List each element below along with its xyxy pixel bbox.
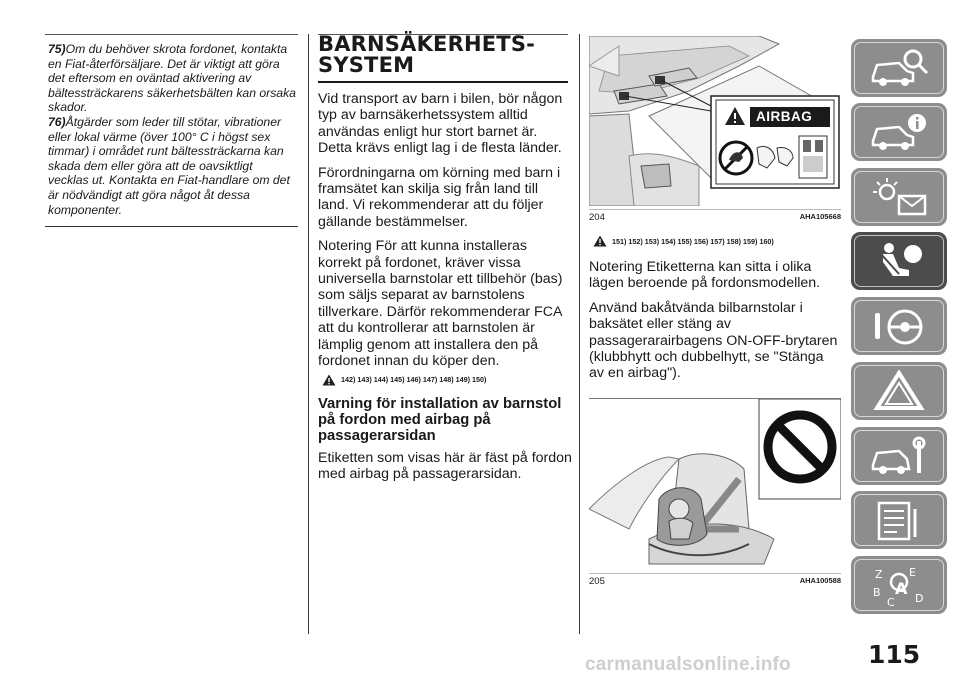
steering-wheel-icon — [869, 305, 929, 347]
figure-column — [589, 36, 841, 390]
paragraph: Notering Etiketterna kan sitta i olika lägen beroende på fordonsmodellen. — [589, 259, 821, 292]
note-number: 76) — [48, 114, 66, 129]
main-text-column — [318, 34, 572, 490]
warning-triangle-icon — [593, 235, 607, 247]
paragraph: Använd bakåtvända bilbarnstolar i baksätet eller stäng av passagerarairbagens ON-OFF-brytaren (klubbhytt och dubbelhytt, se "Stänga av en airbag"). — [589, 299, 838, 382]
tab-index[interactable] — [851, 556, 947, 614]
airbag-seat-icon — [869, 240, 929, 282]
warning-triangle-icon — [869, 370, 929, 412]
spec-sheet-icon — [869, 499, 929, 541]
tab-car-info[interactable] — [851, 103, 947, 161]
svg-text:B: B — [873, 586, 881, 599]
notes-column — [48, 42, 296, 217]
note-75 — [48, 42, 296, 115]
heading-underline — [318, 81, 568, 83]
section-heading — [318, 34, 572, 76]
figure-ref: AHA100588 — [799, 576, 841, 585]
svg-text:E: E — [909, 566, 916, 579]
warning-references — [322, 374, 572, 386]
car-info-icon — [869, 111, 929, 153]
figure-airbag-label — [589, 36, 841, 206]
warning-refs-text: 151) 152) 153) 154) 155) 156) 157) 158) 159) 160) — [612, 236, 774, 246]
svg-text:Z: Z — [875, 568, 883, 581]
figure-caption — [589, 209, 841, 223]
car-wrench-icon — [869, 435, 929, 477]
figure-rear-facing-seat — [589, 398, 841, 569]
tab-car-search[interactable] — [851, 39, 947, 97]
svg-text:C: C — [887, 596, 895, 608]
column-rule-left — [308, 34, 309, 634]
tab-safety[interactable] — [851, 232, 947, 290]
warning-references — [593, 235, 841, 247]
tab-emergency[interactable] — [851, 362, 947, 420]
paragraph: Vid transport av barn i bilen, bör någon typ av barnsäkerhetssystem alltid användas enligt hur stort barnet är. Detta krävs enligt lag i de flesta länder. — [318, 91, 563, 157]
paragraph: Notering För att kunna installeras korrekt på fordonet, kräver vissa universella barnstolar ett tillbehör (bas) som säljs separat av barnstolens tillverkare. Därför rekommenderar FCA att du kontrollerar att barnstolen är lämplig genom att installera den på fordonet innan du köper den. — [318, 238, 563, 370]
note-76 — [48, 115, 296, 217]
heading-line-1: BARNSÄKERHETS- — [318, 32, 536, 56]
airbag-label-text: AIRBAG — [756, 109, 813, 124]
heading-line-2: SYSTEM — [318, 53, 415, 77]
tab-technical-data[interactable] — [851, 491, 947, 549]
figure-number: 205 — [589, 576, 605, 587]
svg-text:D: D — [915, 592, 924, 605]
paragraph: Etiketten som visas här är fäst på fordon med airbag på passagerarsidan. — [318, 449, 572, 482]
tab-maintenance[interactable] — [851, 427, 947, 485]
tab-warning-lights[interactable] — [851, 168, 947, 226]
figure-ref: AHA105668 — [799, 212, 841, 221]
car-magnifier-icon — [869, 47, 929, 89]
column-rule-right — [579, 34, 580, 634]
alphabet-index-icon — [869, 562, 929, 608]
figure-number: 204 — [589, 212, 605, 223]
warning-lights-icon — [869, 176, 929, 218]
figure-caption — [589, 573, 841, 587]
note-text: Åtgärder som leder till stötar, vibrationer eller lokal värme (över 100° C i högst sex timmar) i området runt bältessträckarna kan skada dem eller göra att de oavsiktligt vecklas ut. Kontakta en Fiat-handlare om det är nödvändigt att göra något åt dessa komponenter. — [48, 114, 290, 217]
tab-starting-driving[interactable] — [851, 297, 947, 355]
warning-triangle-icon — [322, 374, 336, 386]
svg-text:A: A — [895, 579, 908, 598]
watermark: carmanualsonline.info — [585, 654, 791, 675]
page-number: 115 — [868, 640, 921, 669]
paragraph: Förordningarna om körning med barn i framsätet kan skilja sig från land till land. Vi rekommenderar att du följer gällande bestämmelser. — [318, 164, 561, 230]
subheading: Varning för installation av barnstol på fordon med airbag på passagerarsidan — [318, 395, 562, 444]
warning-refs-text: 142) 143) 144) 145) 146) 147) 148) 149) 150) — [341, 375, 487, 384]
notes-divider — [45, 226, 298, 227]
note-number: 75) — [48, 42, 66, 56]
child-seat-illustration — [589, 399, 841, 569]
note-text: Om du behöver skrota fordonet, kontakta en Fiat-återförsäljare. Det är viktigt att göra det eftersom en oväntad aktivering av bältessträckarens säkerhetsbälten kan orsaka skador. — [48, 42, 296, 115]
top-rule-left — [45, 34, 298, 35]
